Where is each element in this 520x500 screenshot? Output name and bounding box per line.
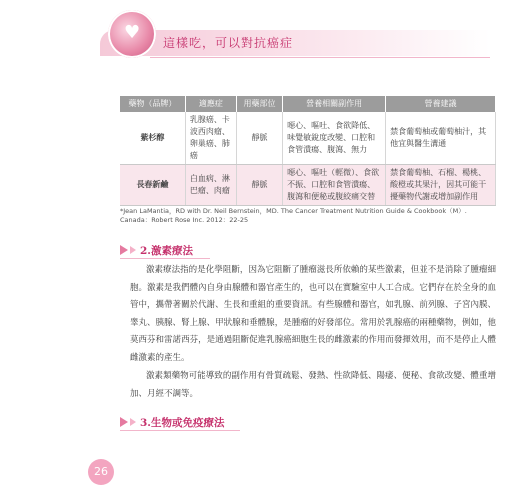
- ribbon-small-icon: [130, 418, 136, 426]
- advice-cell: 禁食葡萄柚或葡萄柚汁，其他宜與醫生溝通: [386, 112, 496, 165]
- drug-name: 紫杉醇: [120, 112, 185, 165]
- table-row: [120, 165, 496, 206]
- col-header-indication: 適應症: [185, 96, 236, 112]
- drug-name: 長春新鹼: [120, 165, 185, 206]
- side-effects-cell: 噁心、嘔吐、食欲降低、味覺敏銳度改變、口腔和食管潰瘍、腹瀉、無力: [283, 112, 386, 165]
- site-cell: 靜脈: [236, 165, 282, 206]
- section-2-paragraph-1: 激素療法指的是化學阻斷，因為它阻斷了腫瘤滋長所依賴的某些激素，但並不是消除了腫瘤細胞。激素是我們體內自身由腺體和器官產生的，也可以在實驗室中人工合成。它們存在於全身的血管中，攜帶著關於代謝、生長和重組的重要資訊。有些腺體和器官，如乳腺、前列腺、子宮內膜、睾丸、胰腺、腎上腺、甲狀腺和垂體腺，是腫瘤的好發部位。常用於乳腺癌的兩種藥物，例如，他莫西芬和雷諾西芬，是通過阻斷促進乳腺癌細胞生長的雌激素的作用而發揮效用，而不是停止人體雌激素的產生。: [130, 265, 496, 363]
- indication-cell: 白血病、淋巴瘤、肉瘤: [185, 165, 236, 206]
- col-header-side-effects: 營養相關副作用: [283, 96, 386, 112]
- col-header-drug: 藥物（品牌）: [120, 96, 185, 112]
- running-title: 這樣吃，可以對抗癌症: [163, 36, 294, 50]
- book-logo: [108, 10, 156, 58]
- table-row: [120, 112, 496, 165]
- ribbon-icon: [120, 417, 128, 427]
- header-band: [100, 30, 490, 56]
- side-effects-cell: 噁心、嘔吐（輕微）、食欲不振、口腔和食管潰瘍、腹瀉和便秘或腹絞痛交替: [283, 165, 386, 206]
- col-header-advice: 營養建議: [386, 96, 496, 112]
- site-cell: 靜脈: [236, 112, 282, 165]
- section-2-paragraph-2: 激素類藥物可能導致的副作用有骨質疏鬆、發熱、性欲降低、陽痿、便秘、食欲改變、體重增加、月經不調等。: [130, 371, 496, 399]
- table-header-row: [120, 96, 496, 112]
- header-divider: [150, 57, 490, 58]
- reference-note: *Jean LaMantia，RD with Dr. Neil Bernstein，MD. The Cancer Treatment Nutrition Guide & Cookbook（M）. Canada：Robert Rose Inc. 2012：22-25: [120, 207, 467, 224]
- section-3-heading: [120, 414, 224, 430]
- drug-table: [120, 96, 496, 206]
- advice-cell: 禁食葡萄柚、石榴、楊桃、酸橙或其果汁，因其可能干擾藥物代謝或增加副作用: [386, 165, 496, 206]
- section-2-heading: [120, 242, 193, 258]
- ribbon-small-icon: [130, 246, 136, 254]
- col-header-site: 用藥部位: [236, 96, 282, 112]
- page-number: 26: [88, 459, 114, 485]
- section-2-underline: [120, 258, 210, 259]
- indication-cell: 乳腺癌、卡波西肉瘤、卵巢癌、肺癌: [185, 112, 236, 165]
- section-3-underline: [120, 430, 240, 431]
- section-3-title: 3.生物或免疫療法: [140, 416, 225, 429]
- ribbon-icon: [120, 245, 128, 255]
- section-2-title: 2.激素療法: [140, 244, 193, 257]
- heart-icon: ♥: [124, 22, 141, 43]
